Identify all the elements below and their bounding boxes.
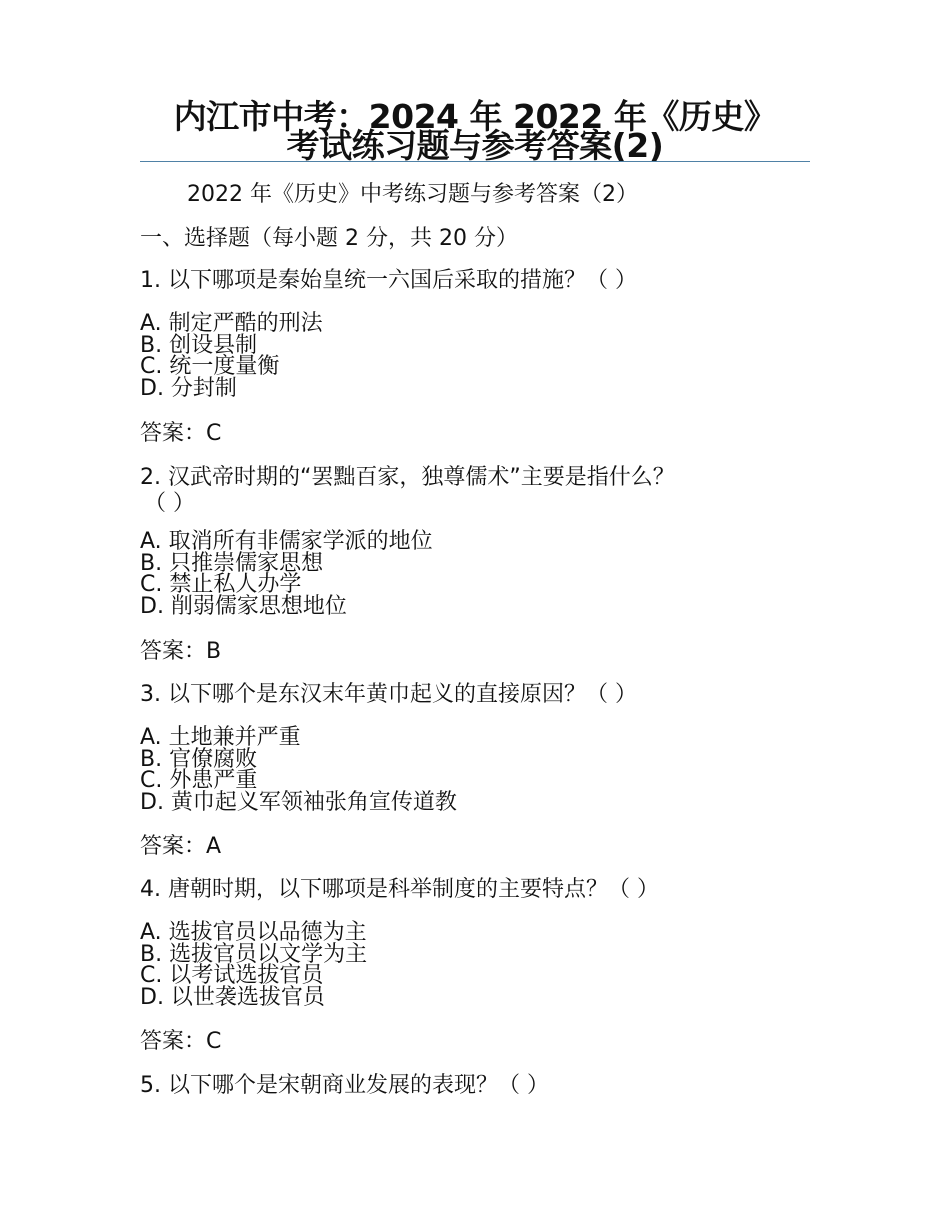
option-a: A. 选拔官员以品德为主 [140, 920, 367, 945]
option-b: B. 只推崇儒家思想 [140, 550, 324, 576]
option-d: D. 黄巾起义军领袖张角宣传道教 [140, 789, 457, 815]
option-c: C. 统一度量衡 [140, 354, 280, 379]
answer-3: 答案：A [140, 834, 222, 859]
option-a: A. 土地兼并严重 [140, 725, 301, 750]
option-c: C. 以考试选拔官员 [140, 963, 324, 988]
section-heading: 一、选择题（每小题 2 分，共 20 分） [140, 226, 518, 251]
question-4-options [140, 922, 367, 1008]
document-title [140, 97, 810, 165]
document-title-line2: 考试练习题与参考答案(2) [286, 126, 664, 165]
question-4: 4. 唐朝时期，以下哪项是科举制度的主要特点？（ ） [140, 877, 659, 902]
option-a: A. 制定严酷的刑法 [140, 311, 323, 336]
option-d: D. 削弱儒家思想地位 [140, 593, 347, 619]
title-divider [140, 161, 810, 162]
option-c: C. 外患严重 [140, 768, 258, 793]
question-3-options [140, 727, 457, 813]
question-2-line1: 2. 汉武帝时期的“罢黜百家，独尊儒术”主要是指什么？ [140, 465, 675, 490]
option-d: D. 分封制 [140, 375, 237, 401]
question-1: 1. 以下哪项是秦始皇统一六国后采取的措施？（ ） [140, 268, 637, 293]
option-b: B. 创设县制 [140, 332, 258, 358]
question-2 [140, 465, 780, 517]
question-2-line2: （ ） [144, 491, 195, 516]
option-b: B. 选拔官员以文学为主 [140, 941, 368, 967]
question-3: 3. 以下哪个是东汉末年黄巾起义的直接原因？（ ） [140, 682, 637, 707]
option-a: A. 取消所有非儒家学派的地位 [140, 529, 433, 554]
answer-2: 答案：B [140, 639, 222, 664]
option-d: D. 以世袭选拔官员 [140, 984, 325, 1010]
question-2-options [140, 531, 433, 617]
option-c: C. 禁止私人办学 [140, 572, 302, 597]
question-1-options [140, 313, 323, 399]
option-b: B. 官僚腐败 [140, 746, 258, 772]
answer-1: 答案：C [140, 421, 222, 446]
document-title-line1: 内江市中考：2024 年 2022 年《历史》 [173, 97, 777, 136]
answer-4: 答案：C [140, 1029, 222, 1054]
document-subtitle: 2022 年《历史》中考练习题与参考答案（2） [187, 182, 638, 207]
question-5: 5. 以下哪个是宋朝商业发展的表现？（ ） [140, 1073, 549, 1098]
